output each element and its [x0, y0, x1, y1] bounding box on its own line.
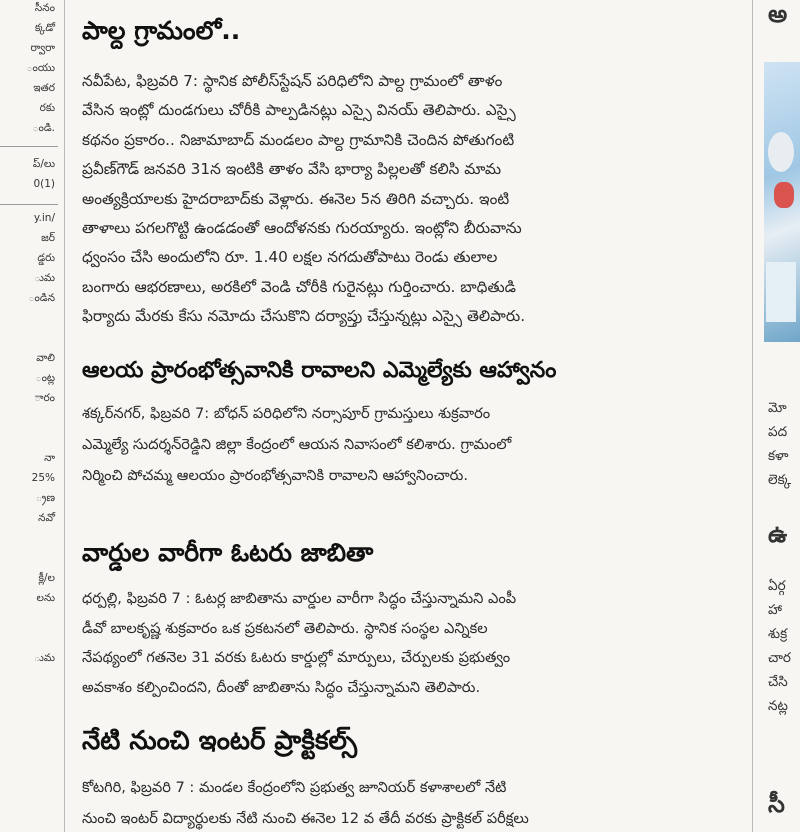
article-2-body — [82, 398, 736, 491]
body-line: ఫిర్యాదు మేరకు కేసు నమోదు చేసుకొని దర్యాప్తు చేస్తున్నట్లు ఎస్సై తెలిపారు. — [82, 307, 526, 326]
photo-figure — [774, 182, 794, 208]
body-line: నవీపేట, ఫిబ్రవరి 7: స్థానిక పోలీస్‌స్టేషన్ పరిధిలోని పాల్ద గ్రామంలో తాళం — [82, 72, 503, 90]
left-text-line: క్లీ/ల — [38, 572, 55, 584]
right-heading: ఉ — [768, 520, 788, 548]
left-text-line: నవో — [38, 512, 55, 524]
body-line: నేపథ్యంలో గతనెల 31 వరకు ఓటరు కార్డుల్లో మార్పులు, చేర్పులకు ప్రభుత్వం — [82, 649, 511, 666]
left-text-line: 25% — [31, 472, 55, 484]
right-heading: అ — [768, 0, 788, 28]
left-text-line: ుమ — [34, 272, 55, 284]
body-line: అవకాశం కల్పించిందని, దీంతో జాబితాను సిద్ధం చేస్తున్నామని తెలిపారు. — [82, 678, 481, 696]
left-text-line: వాలి — [36, 352, 55, 364]
right-text-line: ఏర్గ — [768, 578, 786, 594]
article-3-body — [82, 584, 736, 702]
right-text-line: కళా — [768, 448, 789, 464]
left-text-line: డ్డరు — [37, 252, 55, 264]
right-text-line: నట్ల — [768, 698, 788, 714]
left-text-line: సీనం — [34, 2, 55, 14]
body-line: డీవో బాలకృష్ణ శుక్రవారం ఒక ప్రకటనలో తెలిపారు. స్థానిక సంస్థల ఎన్నికల — [82, 619, 488, 637]
photo-figure — [768, 132, 794, 172]
main-column — [82, 0, 736, 832]
left-text-line: లను — [36, 592, 55, 604]
right-text-line: చేసి — [768, 674, 788, 690]
left-text-line: ండిన — [28, 292, 55, 304]
column-rule-right — [752, 0, 753, 832]
body-line: ధర్పల్లి, ఫిబ్రవరి 7 : ఓటర్ల జాబితాను వార్డుల వారీగా సిద్ధం చేస్తున్నామని ఎంపీ — [82, 590, 517, 607]
right-text-line: మో — [768, 400, 787, 416]
left-text-line: y.in/ — [33, 212, 55, 224]
body-line: శక్కర్‌నగర్, ఫిబ్రవరి 7: బోధన్ పరిధిలోని నర్సాపూర్ గ్రామస్తులు శుక్రవారం — [82, 405, 491, 422]
left-text-line: ్రణ — [35, 492, 55, 504]
left-column-fragment — [0, 0, 58, 832]
left-text-line: ారం — [34, 392, 55, 404]
body-line: అంత్యక్రియాలకు హైదరాబాద్‌కు వెళ్లారు. ఈనెల 5న తిరిగి వచ్చారు. ఇంటి — [82, 189, 510, 208]
news-photo — [764, 62, 800, 342]
article-1-body — [82, 67, 736, 332]
left-text-line: నా — [44, 452, 55, 464]
left-text-line: ండి. — [32, 122, 55, 134]
body-line: తాళాలు పగలగొట్టి ఉండడంతో ఆందోళనకు గురయ్యారు. ఇంట్లోని బీరువాను — [82, 219, 522, 238]
article-4-body — [82, 772, 736, 832]
left-text-line: ంయు — [26, 62, 55, 74]
left-text-line: జర్ — [41, 232, 55, 244]
body-line: కథనం ప్రకారం.. నిజామాబాద్ మండలం పాల్ద గ్రామానికి చెందిన పోతుగంటి — [82, 130, 515, 149]
left-text-line: 0(1) — [33, 178, 55, 190]
body-line: ఎమ్మెల్యే సుదర్శన్‌రెడ్డిని జిల్లా కేంద్రంలో ఆయన నివాసంలో కలిశారు. గ్రామంలో — [82, 436, 512, 453]
right-text-line: హా — [768, 602, 782, 618]
left-text-line: ంట్ల — [35, 372, 55, 384]
body-line: ధ్వంసం చేసి అందులోని రూ. 1.40 లక్షల నగదుతోపాటు రెండు తులాల — [82, 248, 498, 267]
left-text-line: ఇతర — [33, 82, 55, 94]
column-rule-left — [64, 0, 65, 832]
divider — [0, 204, 58, 205]
body-line: నిర్మించి పోచమ్మ ఆలయం ప్రారంభోత్సవానికి రావాలని ఆహ్వానించారు. — [82, 467, 468, 484]
article-2-headline: ఆలయ ప్రారంభోత్సవానికి రావాలని ఎమ్మెల్యేకు ఆహ్వానం — [82, 358, 557, 383]
body-line: బంగారు ఆభరణాలు, అరకిలో వెండి చోరీకి గురైనట్లు గుర్తించారు. బాధితుడి — [82, 277, 516, 296]
photo-figure — [766, 262, 796, 322]
divider — [0, 146, 58, 147]
right-text-line: చార — [768, 650, 791, 666]
body-line: ప్రవీణ్‌గౌడ్ జనవరి 31న ఇంటికి తాళం వేసి భార్యా పిల్లలతో కలిసి మామ — [82, 160, 502, 179]
left-text-line: ర్వారా — [30, 42, 55, 54]
article-1-headline: పాల్ద గ్రామంలో.. — [82, 16, 241, 45]
right-text-line: శుక్ర — [768, 626, 788, 642]
right-heading: సీ — [768, 790, 785, 818]
body-line: కోటగిరి, ఫిబ్రవరి 7 : మండల కేంద్రంలోని ప్రభుత్వ జూనియర్ కళాశాలలో నేటి — [82, 779, 507, 796]
right-text-line: లెక్క — [768, 472, 792, 488]
left-text-line: క్కడో — [34, 22, 55, 34]
body-line: నుంచి ఇంటర్ విద్యార్థులకు నేటి నుంచి ఈనెల 12 వ తేదీ వరకు ప్రాక్టికల్ పరీక్షలు — [82, 810, 529, 827]
right-text-line: పద — [768, 424, 788, 440]
left-text-line: ుమ — [34, 652, 55, 664]
left-text-line: ప్/లు — [32, 158, 55, 170]
body-line: వేసిన ఇంట్లో దుండగులు చోరీకి పాల్పడినట్లు ఎస్సై వినయ్ తెలిపారు. ఎస్సై — [82, 101, 516, 120]
right-column-fragment — [764, 0, 800, 832]
left-text-line: రకు — [39, 102, 55, 114]
article-3-headline: వార్డుల వారీగా ఓటరు జాబితా — [82, 538, 374, 567]
article-4-headline: నేటి నుంచి ఇంటర్ ప్రాక్టికల్స్ — [82, 726, 358, 756]
